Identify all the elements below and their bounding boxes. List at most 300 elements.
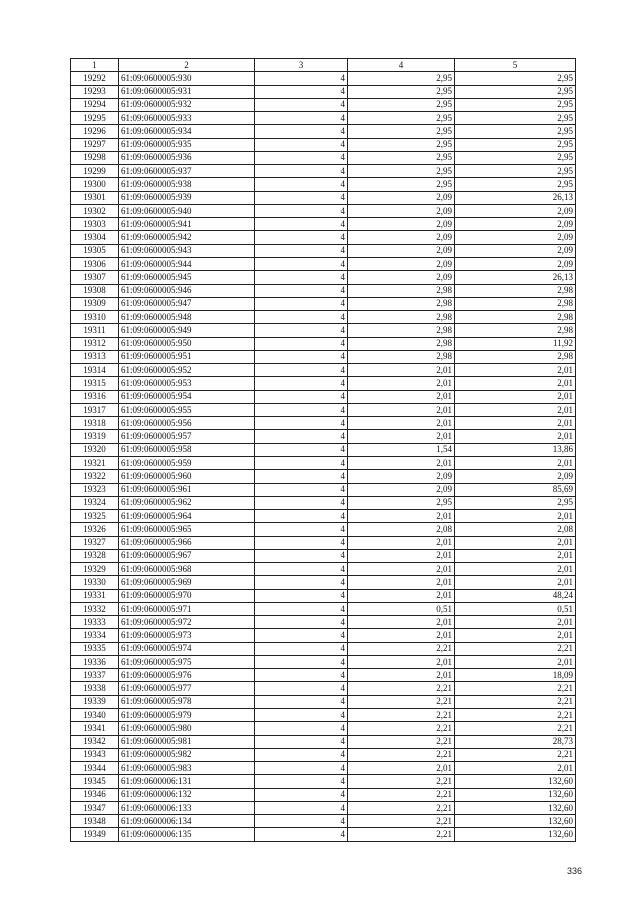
area-value-cell: 2,08 [348,523,455,536]
table-row [71,616,576,629]
row-number-cell: 19305 [71,244,119,257]
row-number-cell: 19329 [71,563,119,576]
table-body [71,72,576,841]
table-row [71,788,576,801]
table-row [71,98,576,111]
category-code-cell: 4 [255,629,348,642]
category-code-cell: 4 [255,762,348,775]
category-code-cell: 4 [255,470,348,483]
table-row [71,470,576,483]
cadastral-number-cell: 61:09:0600005:973 [119,629,255,642]
row-number-cell: 19346 [71,788,119,801]
total-value-cell: 2,09 [455,218,576,231]
cadastral-number-cell: 61:09:0600005:975 [119,655,255,668]
area-value-cell: 2,21 [348,682,455,695]
category-code-cell: 4 [255,443,348,456]
row-number-cell: 19296 [71,125,119,138]
cadastral-number-cell: 61:09:0600005:951 [119,350,255,363]
total-value-cell: 13,86 [455,443,576,456]
total-value-cell: 132,60 [455,775,576,788]
category-code-cell: 4 [255,722,348,735]
table-row [71,350,576,363]
row-number-cell: 19303 [71,218,119,231]
cadastral-number-cell: 61:09:0600005:930 [119,72,255,85]
category-code-cell: 4 [255,98,348,111]
area-value-cell: 2,01 [348,510,455,523]
category-code-cell: 4 [255,576,348,589]
cadastral-number-cell: 61:09:0600005:962 [119,496,255,509]
category-code-cell: 4 [255,297,348,310]
total-value-cell: 2,95 [455,125,576,138]
cadastral-number-cell: 61:09:0600006:133 [119,801,255,814]
category-code-cell: 4 [255,125,348,138]
area-value-cell: 2,95 [348,85,455,98]
area-value-cell: 2,01 [348,456,455,469]
row-number-cell: 19337 [71,669,119,682]
row-number-cell: 19327 [71,536,119,549]
area-value-cell: 2,01 [348,655,455,668]
total-value-cell: 2,01 [455,456,576,469]
total-value-cell: 2,21 [455,748,576,761]
row-number-cell: 19295 [71,112,119,125]
category-code-cell: 4 [255,350,348,363]
table-row [71,815,576,828]
area-value-cell: 2,09 [348,257,455,270]
cadastral-number-cell: 61:09:0600005:949 [119,324,255,337]
total-value-cell: 2,01 [455,629,576,642]
table-row [71,324,576,337]
row-number-cell: 19302 [71,204,119,217]
category-code-cell: 4 [255,483,348,496]
area-value-cell: 2,01 [348,364,455,377]
total-value-cell: 2,98 [455,284,576,297]
row-number-cell: 19328 [71,549,119,562]
cadastral-number-cell: 61:09:0600005:971 [119,602,255,615]
row-number-cell: 19339 [71,695,119,708]
area-value-cell: 2,21 [348,642,455,655]
row-number-cell: 19338 [71,682,119,695]
column-header-3: 3 [255,59,348,72]
row-number-cell: 19347 [71,801,119,814]
column-header-4: 4 [348,59,455,72]
area-value-cell: 2,95 [348,151,455,164]
table-row [71,403,576,416]
table-row [71,602,576,615]
category-code-cell: 4 [255,589,348,602]
category-code-cell: 4 [255,642,348,655]
row-number-cell: 19343 [71,748,119,761]
total-value-cell: 2,09 [455,244,576,257]
area-value-cell: 2,95 [348,98,455,111]
table-row [71,151,576,164]
row-number-cell: 19340 [71,709,119,722]
table-row [71,72,576,85]
cadastral-number-cell: 61:09:0600005:980 [119,722,255,735]
area-value-cell: 2,09 [348,231,455,244]
category-code-cell: 4 [255,191,348,204]
row-number-cell: 19326 [71,523,119,536]
area-value-cell: 1,54 [348,443,455,456]
cadastral-number-cell: 61:09:0600005:956 [119,417,255,430]
table-row [71,125,576,138]
row-number-cell: 19310 [71,311,119,324]
category-code-cell: 4 [255,178,348,191]
area-value-cell: 2,98 [348,284,455,297]
category-code-cell: 4 [255,377,348,390]
total-value-cell: 2,95 [455,178,576,191]
total-value-cell: 2,98 [455,311,576,324]
cadastral-number-cell: 61:09:0600005:977 [119,682,255,695]
table-row [71,722,576,735]
table-row [71,138,576,151]
row-number-cell: 19349 [71,828,119,841]
row-number-cell: 19297 [71,138,119,151]
table-row [71,536,576,549]
area-value-cell: 2,01 [348,377,455,390]
total-value-cell: 132,60 [455,828,576,841]
cadastral-number-cell: 61:09:0600005:938 [119,178,255,191]
table-row [71,483,576,496]
total-value-cell: 2,21 [455,722,576,735]
area-value-cell: 2,21 [348,735,455,748]
cadastral-number-cell: 61:09:0600005:936 [119,151,255,164]
cadastral-number-cell: 61:09:0600005:945 [119,271,255,284]
category-code-cell: 4 [255,138,348,151]
row-number-cell: 19333 [71,616,119,629]
total-value-cell: 2,01 [455,377,576,390]
cadastral-number-cell: 61:09:0600006:131 [119,775,255,788]
cadastral-number-cell: 61:09:0600005:948 [119,311,255,324]
total-value-cell: 2,95 [455,496,576,509]
row-number-cell: 19311 [71,324,119,337]
cadastral-number-cell: 61:09:0600005:966 [119,536,255,549]
table-row [71,762,576,775]
table-row [71,828,576,841]
table-row [71,629,576,642]
table-header [71,59,576,72]
area-value-cell: 2,01 [348,390,455,403]
category-code-cell: 4 [255,655,348,668]
category-code-cell: 4 [255,523,348,536]
table-row [71,510,576,523]
total-value-cell: 2,21 [455,695,576,708]
area-value-cell: 2,95 [348,72,455,85]
total-value-cell: 2,09 [455,204,576,217]
category-code-cell: 4 [255,257,348,270]
area-value-cell: 2,01 [348,549,455,562]
row-number-cell: 19309 [71,297,119,310]
row-number-cell: 19321 [71,456,119,469]
area-value-cell: 2,95 [348,178,455,191]
table-row [71,523,576,536]
cadastral-number-cell: 61:09:0600005:950 [119,337,255,350]
total-value-cell: 2,95 [455,98,576,111]
category-code-cell: 4 [255,311,348,324]
category-code-cell: 4 [255,669,348,682]
area-value-cell: 2,09 [348,191,455,204]
category-code-cell: 4 [255,271,348,284]
table-row [71,655,576,668]
total-value-cell: 2,08 [455,523,576,536]
area-value-cell: 2,01 [348,762,455,775]
table-row [71,417,576,430]
row-number-cell: 19322 [71,470,119,483]
column-header-1: 1 [71,59,119,72]
area-value-cell: 2,09 [348,204,455,217]
cadastral-number-cell: 61:09:0600006:134 [119,815,255,828]
cadastral-number-cell: 61:09:0600005:952 [119,364,255,377]
total-value-cell: 48,24 [455,589,576,602]
area-value-cell: 2,01 [348,536,455,549]
area-value-cell: 2,21 [348,788,455,801]
cadastral-number-cell: 61:09:0600005:967 [119,549,255,562]
table-row [71,390,576,403]
table-row [71,642,576,655]
table-row [71,695,576,708]
cadastral-number-cell: 61:09:0600005:934 [119,125,255,138]
category-code-cell: 4 [255,801,348,814]
cadastral-number-cell: 61:09:0600005:943 [119,244,255,257]
cadastral-number-cell: 61:09:0600005:939 [119,191,255,204]
area-value-cell: 2,95 [348,125,455,138]
table-row [71,165,576,178]
cadastral-number-cell: 61:09:0600005:957 [119,430,255,443]
table-row [71,257,576,270]
cadastral-number-cell: 61:09:0600005:942 [119,231,255,244]
area-value-cell: 2,21 [348,695,455,708]
cadastral-number-cell: 61:09:0600005:953 [119,377,255,390]
category-code-cell: 4 [255,709,348,722]
category-code-cell: 4 [255,775,348,788]
area-value-cell: 0,51 [348,602,455,615]
area-value-cell: 2,21 [348,801,455,814]
total-value-cell: 2,98 [455,297,576,310]
cadastral-number-cell: 61:09:0600005:958 [119,443,255,456]
cadastral-number-cell: 61:09:0600005:972 [119,616,255,629]
table-row [71,231,576,244]
cadastral-number-cell: 61:09:0600005:955 [119,403,255,416]
table-row [71,244,576,257]
category-code-cell: 4 [255,218,348,231]
total-value-cell: 2,01 [455,430,576,443]
category-code-cell: 4 [255,682,348,695]
category-code-cell: 4 [255,695,348,708]
total-value-cell: 2,01 [455,576,576,589]
total-value-cell: 2,95 [455,85,576,98]
area-value-cell: 2,09 [348,271,455,284]
category-code-cell: 4 [255,563,348,576]
cadastral-number-cell: 61:09:0600005:946 [119,284,255,297]
row-number-cell: 19314 [71,364,119,377]
area-value-cell: 2,01 [348,669,455,682]
data-table [70,58,576,842]
category-code-cell: 4 [255,231,348,244]
category-code-cell: 4 [255,364,348,377]
table-row [71,443,576,456]
area-value-cell: 2,01 [348,589,455,602]
cadastral-number-cell: 61:09:0600005:944 [119,257,255,270]
cadastral-number-cell: 61:09:0600005:978 [119,695,255,708]
table-row [71,284,576,297]
area-value-cell: 2,01 [348,430,455,443]
table-row [71,748,576,761]
area-value-cell: 2,98 [348,337,455,350]
total-value-cell: 2,21 [455,642,576,655]
table-row [71,311,576,324]
row-number-cell: 19306 [71,257,119,270]
row-number-cell: 19330 [71,576,119,589]
total-value-cell: 2,09 [455,257,576,270]
area-value-cell: 2,09 [348,218,455,231]
area-value-cell: 2,98 [348,350,455,363]
cadastral-number-cell: 61:09:0600005:941 [119,218,255,231]
total-value-cell: 18,09 [455,669,576,682]
area-value-cell: 2,21 [348,709,455,722]
area-value-cell: 2,01 [348,629,455,642]
table-row [71,549,576,562]
total-value-cell: 2,01 [455,364,576,377]
cadastral-number-cell: 61:09:0600005:982 [119,748,255,761]
total-value-cell: 132,60 [455,815,576,828]
cadastral-number-cell: 61:09:0600005:981 [119,735,255,748]
header-row [71,59,576,72]
total-value-cell: 2,09 [455,231,576,244]
table-row [71,271,576,284]
category-code-cell: 4 [255,496,348,509]
category-code-cell: 4 [255,204,348,217]
row-number-cell: 19325 [71,510,119,523]
row-number-cell: 19300 [71,178,119,191]
total-value-cell: 2,95 [455,72,576,85]
category-code-cell: 4 [255,748,348,761]
table-row [71,337,576,350]
cadastral-number-cell: 61:09:0600005:964 [119,510,255,523]
table-row [71,85,576,98]
row-number-cell: 19304 [71,231,119,244]
row-number-cell: 19308 [71,284,119,297]
total-value-cell: 2,01 [455,762,576,775]
row-number-cell: 19317 [71,403,119,416]
area-value-cell: 2,98 [348,311,455,324]
area-value-cell: 2,09 [348,483,455,496]
row-number-cell: 19313 [71,350,119,363]
area-value-cell: 2,01 [348,417,455,430]
category-code-cell: 4 [255,735,348,748]
total-value-cell: 132,60 [455,801,576,814]
category-code-cell: 4 [255,788,348,801]
page-number: 336 [566,866,582,876]
category-code-cell: 4 [255,549,348,562]
total-value-cell: 2,21 [455,709,576,722]
area-value-cell: 2,01 [348,403,455,416]
cadastral-number-cell: 61:09:0600005:937 [119,165,255,178]
area-value-cell: 2,95 [348,112,455,125]
row-number-cell: 19301 [71,191,119,204]
row-number-cell: 19341 [71,722,119,735]
table-row [71,801,576,814]
area-value-cell: 2,21 [348,748,455,761]
cadastral-number-cell: 61:09:0600005:931 [119,85,255,98]
row-number-cell: 19336 [71,655,119,668]
table-row [71,775,576,788]
total-value-cell: 2,01 [455,417,576,430]
cadastral-number-cell: 61:09:0600005:983 [119,762,255,775]
cadastral-number-cell: 61:09:0600005:947 [119,297,255,310]
row-number-cell: 19307 [71,271,119,284]
area-value-cell: 2,98 [348,324,455,337]
cadastral-number-cell: 61:09:0600005:976 [119,669,255,682]
category-code-cell: 4 [255,244,348,257]
category-code-cell: 4 [255,72,348,85]
total-value-cell: 132,60 [455,788,576,801]
table-row [71,204,576,217]
table-row [71,430,576,443]
row-number-cell: 19293 [71,85,119,98]
cadastral-number-cell: 61:09:0600005:969 [119,576,255,589]
total-value-cell: 2,95 [455,151,576,164]
total-value-cell: 2,01 [455,616,576,629]
table-row [71,112,576,125]
area-value-cell: 2,21 [348,815,455,828]
table-row [71,563,576,576]
cadastral-number-cell: 61:09:0600005:935 [119,138,255,151]
row-number-cell: 19331 [71,589,119,602]
row-number-cell: 19348 [71,815,119,828]
cadastral-number-cell: 61:09:0600005:960 [119,470,255,483]
table-row [71,191,576,204]
area-value-cell: 2,09 [348,244,455,257]
total-value-cell: 2,01 [455,390,576,403]
table-row [71,589,576,602]
table-row [71,576,576,589]
category-code-cell: 4 [255,510,348,523]
row-number-cell: 19292 [71,72,119,85]
table-row [71,735,576,748]
category-code-cell: 4 [255,85,348,98]
row-number-cell: 19319 [71,430,119,443]
category-code-cell: 4 [255,417,348,430]
category-code-cell: 4 [255,165,348,178]
row-number-cell: 19324 [71,496,119,509]
row-number-cell: 19316 [71,390,119,403]
row-number-cell: 19334 [71,629,119,642]
table-row [71,377,576,390]
table-row [71,178,576,191]
cadastral-number-cell: 61:09:0600005:940 [119,204,255,217]
category-code-cell: 4 [255,456,348,469]
category-code-cell: 4 [255,284,348,297]
cadastral-number-cell: 61:09:0600005:959 [119,456,255,469]
category-code-cell: 4 [255,828,348,841]
total-value-cell: 26,13 [455,271,576,284]
cadastral-number-cell: 61:09:0600005:965 [119,523,255,536]
cadastral-number-cell: 61:09:0600005:954 [119,390,255,403]
category-code-cell: 4 [255,390,348,403]
row-number-cell: 19345 [71,775,119,788]
cadastral-number-cell: 61:09:0600006:135 [119,828,255,841]
category-code-cell: 4 [255,112,348,125]
table-row [71,709,576,722]
cadastral-number-cell: 61:09:0600005:970 [119,589,255,602]
cadastral-number-cell: 61:09:0600005:979 [119,709,255,722]
total-value-cell: 2,01 [455,549,576,562]
total-value-cell: 28,73 [455,735,576,748]
area-value-cell: 2,21 [348,722,455,735]
area-value-cell: 2,09 [348,470,455,483]
area-value-cell: 2,98 [348,297,455,310]
area-value-cell: 2,21 [348,828,455,841]
row-number-cell: 19342 [71,735,119,748]
